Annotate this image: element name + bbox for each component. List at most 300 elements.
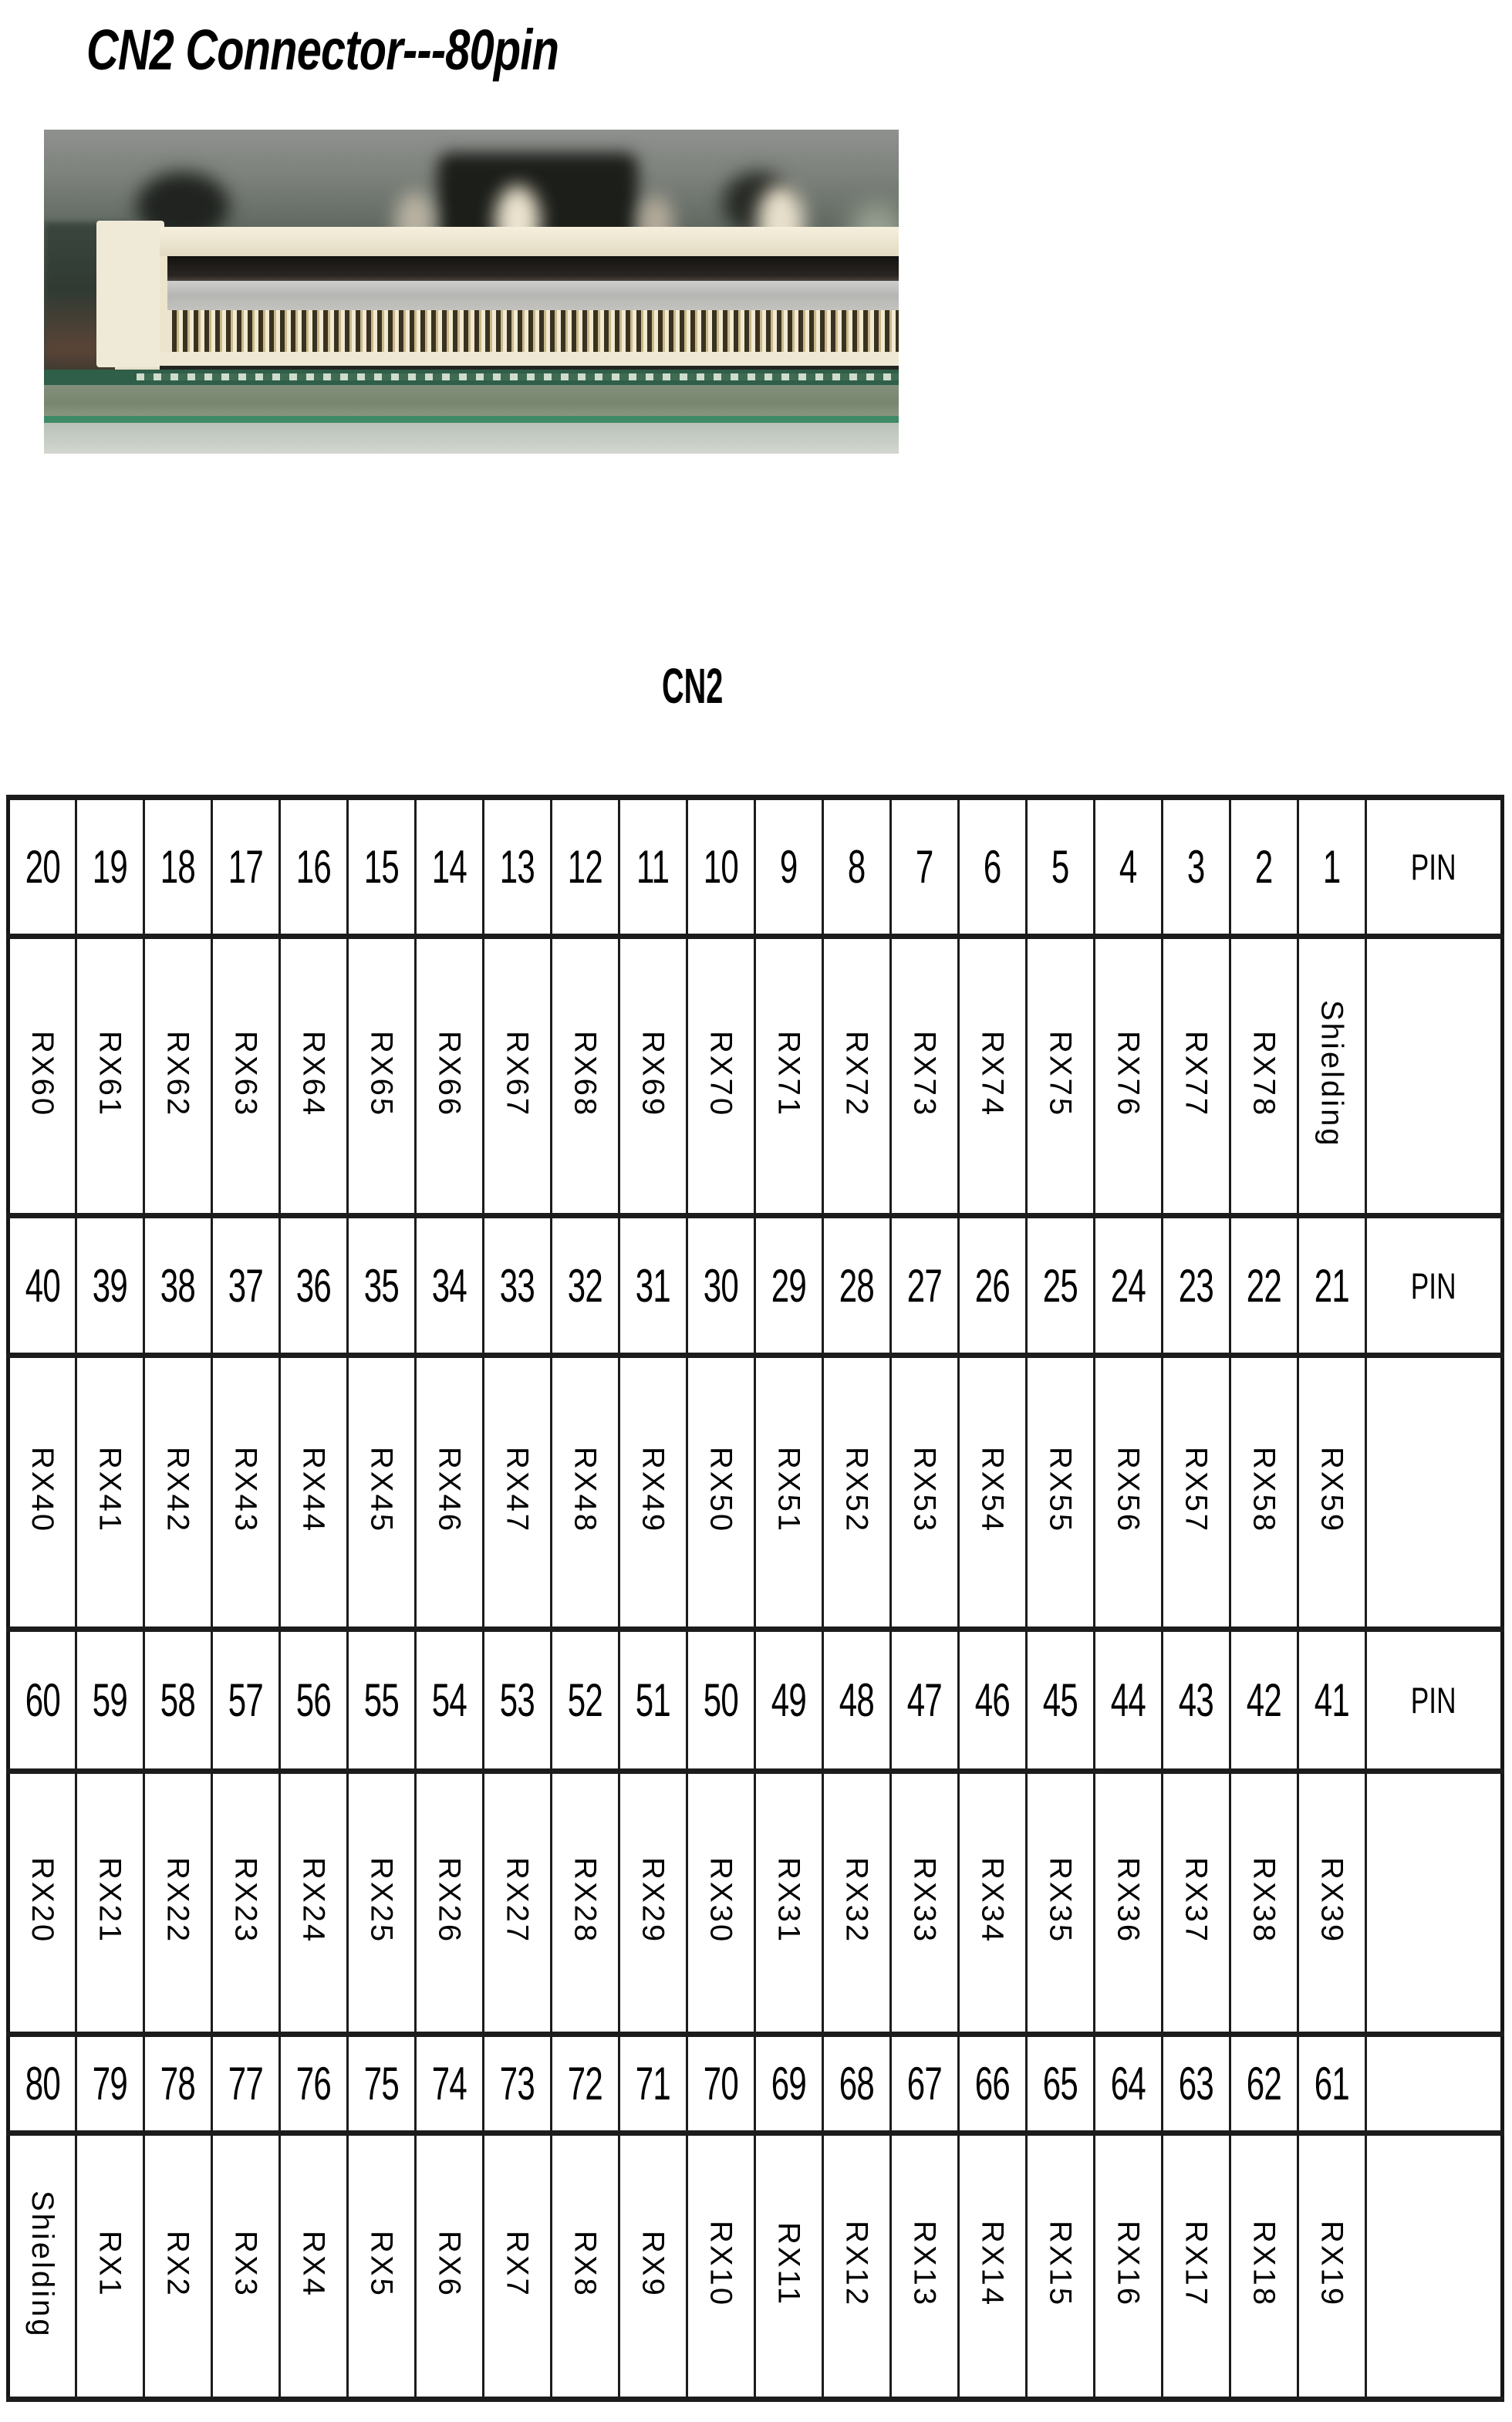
signal-cell <box>552 1356 619 1630</box>
pin-number-text: 78 <box>160 2058 196 2110</box>
pin-header-text: PIN <box>1411 846 1456 887</box>
signal-cell <box>755 2133 823 2400</box>
pin-number-cell <box>76 1216 144 1356</box>
signal-name-text: RX35 <box>1043 1857 1078 1944</box>
signal-name-text: RX45 <box>364 1447 399 1534</box>
signal-name-text: RX74 <box>975 1030 1010 1118</box>
pin-number-text: 69 <box>771 2058 807 2110</box>
connector-label <box>662 657 761 714</box>
signal-cell <box>1095 937 1163 1216</box>
pin-number-text: 77 <box>228 2058 264 2110</box>
signal-cell <box>280 2133 348 2400</box>
signal-name-text: RX61 <box>93 1030 127 1118</box>
pin-number-cell <box>416 2035 484 2133</box>
signal-name-text: RX47 <box>500 1447 535 1534</box>
pin-number-text: 27 <box>906 1259 943 1312</box>
pin-number-cell <box>348 1630 416 1772</box>
signal-name-text: RX55 <box>1043 1447 1078 1534</box>
signal-name-text: RX39 <box>1315 1857 1349 1944</box>
signal-cell <box>280 1772 348 2035</box>
pin-number-text: 5 <box>1051 841 1069 893</box>
signal-cell <box>823 1772 891 2035</box>
pin-number-cell <box>76 798 144 937</box>
pin-number-text: 17 <box>228 841 264 893</box>
signal-name-text: RX1 <box>93 2231 127 2298</box>
pin-number-text: 80 <box>25 2058 60 2110</box>
pin-header-text: PIN <box>1411 1680 1456 1721</box>
signal-name-text: RX12 <box>839 2221 874 2308</box>
signal-cell <box>755 1772 823 2035</box>
signal-cell <box>1027 1356 1095 1630</box>
signal-cell <box>823 937 891 1216</box>
signal-name-text: RX21 <box>93 1857 127 1944</box>
pin-assignment-table <box>6 795 1504 2402</box>
signal-name-text: RX57 <box>1179 1447 1213 1534</box>
signal-name-text: RX51 <box>771 1447 806 1534</box>
signal-name-text: RX3 <box>228 2231 263 2298</box>
pin-header-cell <box>1366 1630 1503 1772</box>
connector-black-strip <box>167 256 899 281</box>
pin-number-text: 37 <box>228 1259 264 1312</box>
signal-cell <box>144 1356 212 1630</box>
pin-number-cell <box>959 798 1027 937</box>
signal-name-text: RX69 <box>636 1030 670 1118</box>
pin-number-text: 18 <box>160 841 196 893</box>
signal-cell <box>484 1356 552 1630</box>
pin-number-cell <box>687 2035 755 2133</box>
pin-number-text: 72 <box>567 2058 603 2110</box>
pin-number-text: 31 <box>635 1259 671 1312</box>
pin-number-text: 45 <box>1042 1674 1078 1726</box>
pin-number-cell <box>1027 1216 1095 1356</box>
signal-cell <box>76 2133 144 2400</box>
signal-row <box>8 1356 1503 1630</box>
pin-number-cell <box>619 1630 687 1772</box>
signal-name-text: RX36 <box>1111 1857 1146 1944</box>
signal-name-text: RX15 <box>1043 2221 1078 2308</box>
signal-cell <box>1163 937 1230 1216</box>
signal-name-text: RX38 <box>1247 1857 1281 1944</box>
pin-number-cell <box>1027 1630 1095 1772</box>
signal-name-text: RX71 <box>771 1030 806 1118</box>
pin-number-text: 59 <box>92 1674 128 1726</box>
signal-cell <box>959 2133 1027 2400</box>
signal-name-text: RX65 <box>364 1030 399 1118</box>
pin-number-text: 49 <box>771 1674 807 1726</box>
signal-cell <box>416 2133 484 2400</box>
pin-number-text: 54 <box>431 1674 467 1726</box>
signal-name-text: RX10 <box>704 2221 738 2308</box>
pin-number-text: 70 <box>703 2058 739 2110</box>
signal-name-text: RX33 <box>907 1857 942 1944</box>
signal-name-text: RX59 <box>1315 1447 1349 1534</box>
signal-cell <box>416 1772 484 2035</box>
signal-cell <box>280 937 348 1216</box>
pin-number-text: 32 <box>567 1259 603 1312</box>
signal-cell <box>212 1356 280 1630</box>
pin-number-cell <box>1298 2035 1366 2133</box>
signal-name-text: RX40 <box>25 1447 59 1534</box>
signal-name-text: RX49 <box>636 1447 670 1534</box>
pin-number-cell <box>959 2035 1027 2133</box>
pin-number-text: 35 <box>363 1259 400 1312</box>
pin-number-cell <box>891 1216 959 1356</box>
pin-number-cell <box>1230 1630 1298 1772</box>
signal-cell <box>1095 1356 1163 1630</box>
pin-number-cell <box>484 2035 552 2133</box>
signal-cell <box>8 2133 76 2400</box>
pin-number-text: 75 <box>363 2058 400 2110</box>
pin-number-cell <box>1163 1630 1230 1772</box>
pin-number-cell <box>8 1216 76 1356</box>
signal-name-text: RX25 <box>364 1857 399 1944</box>
pin-number-text: 21 <box>1314 1259 1350 1312</box>
signal-name-text: RX75 <box>1043 1030 1078 1118</box>
signal-name-text: RX11 <box>771 2221 806 2307</box>
pin-number-text: 36 <box>295 1259 332 1312</box>
signal-row <box>8 1772 1503 2035</box>
pin-number-text: 10 <box>703 841 739 893</box>
signal-name-text: RX4 <box>296 2231 331 2298</box>
pin-number-cell <box>348 798 416 937</box>
signal-cell <box>1095 2133 1163 2400</box>
pin-number-cell <box>1095 798 1163 937</box>
signal-cell <box>619 1772 687 2035</box>
signal-name-text: RX52 <box>839 1447 874 1534</box>
pin-number-row <box>8 1216 1503 1356</box>
signal-name-text: RX22 <box>160 1857 195 1944</box>
signal-cell <box>823 2133 891 2400</box>
signal-name-text: RX7 <box>500 2231 535 2298</box>
pin-number-cell <box>755 798 823 937</box>
signal-cell <box>212 2133 280 2400</box>
signal-name-text: RX13 <box>907 2221 942 2308</box>
pin-number-cell <box>144 2035 212 2133</box>
signal-name-text: RX54 <box>975 1447 1010 1534</box>
pin-number-text: 48 <box>839 1674 875 1726</box>
signal-cell <box>8 1356 76 1630</box>
signal-name-text: RX76 <box>1111 1030 1146 1118</box>
signal-cell <box>484 937 552 1216</box>
signal-name-text: RX73 <box>907 1030 942 1118</box>
signal-cell <box>891 2133 959 2400</box>
pin-number-text: 53 <box>499 1674 535 1726</box>
pin-number-text: 12 <box>567 841 603 893</box>
connector-label-text: CN2 <box>662 658 724 714</box>
signal-name-text: RX44 <box>296 1447 331 1534</box>
signal-cell <box>823 1356 891 1630</box>
pin-number-cell <box>348 2035 416 2133</box>
pin-number-text: 34 <box>431 1259 467 1312</box>
pin-number-cell <box>76 1630 144 1772</box>
signal-cell <box>1230 2133 1298 2400</box>
pin-number-row <box>8 2035 1503 2133</box>
pin-number-cell <box>1095 1216 1163 1356</box>
signal-cell <box>8 1772 76 2035</box>
signal-name-text: RX5 <box>364 2231 399 2298</box>
signal-name-text: RX19 <box>1315 2221 1349 2308</box>
pin-number-text: 8 <box>848 841 866 893</box>
signal-cell <box>687 1772 755 2035</box>
pin-number-cell <box>212 1216 280 1356</box>
signal-name-text: RX18 <box>1247 2221 1281 2308</box>
pcb-solder-pads <box>137 373 899 380</box>
signal-name-text: RX56 <box>1111 1447 1146 1534</box>
signal-name-text: Shielding <box>1315 1000 1349 1148</box>
pin-number-text: 51 <box>635 1674 671 1726</box>
pin-number-cell <box>1298 798 1366 937</box>
signal-row <box>8 937 1503 1216</box>
pin-number-cell <box>1027 2035 1095 2133</box>
signal-cell <box>1230 1772 1298 2035</box>
pin-number-cell <box>619 1216 687 1356</box>
signal-cell <box>1298 1772 1366 2035</box>
signal-cell <box>484 1772 552 2035</box>
pin-number-cell <box>755 1216 823 1356</box>
empty-cell <box>1366 1772 1503 2035</box>
signal-cell <box>1027 937 1095 1216</box>
signal-name-text: RX6 <box>432 2231 467 2298</box>
pin-number-text: 61 <box>1314 2058 1350 2110</box>
pin-number-text: 46 <box>974 1674 1011 1726</box>
pin-number-text: 65 <box>1042 2058 1078 2110</box>
pin-number-cell <box>280 2035 348 2133</box>
pin-number-cell <box>823 798 891 937</box>
signal-row <box>8 2133 1503 2400</box>
pin-number-cell <box>687 798 755 937</box>
pin-number-text: 14 <box>431 841 467 893</box>
pin-number-cell <box>280 798 348 937</box>
pin-number-cell <box>144 1630 212 1772</box>
pin-number-text: 33 <box>499 1259 535 1312</box>
pin-number-cell <box>823 1216 891 1356</box>
pin-number-text: 60 <box>25 1674 60 1726</box>
pcb-bottom-blur <box>44 423 899 454</box>
signal-name-text: RX42 <box>160 1447 195 1534</box>
connector-metal-band <box>167 281 899 310</box>
pin-number-text: 47 <box>906 1674 943 1726</box>
signal-name-text: RX70 <box>704 1030 738 1118</box>
signal-cell <box>1027 1772 1095 2035</box>
signal-cell <box>552 937 619 1216</box>
pin-number-cell <box>552 798 619 937</box>
signal-name-text: RX46 <box>432 1447 467 1534</box>
signal-cell <box>212 1772 280 2035</box>
connector-pin-row <box>172 310 899 352</box>
signal-name-text: RX60 <box>25 1030 59 1118</box>
signal-cell <box>687 1356 755 1630</box>
pin-header-cell <box>1366 798 1503 937</box>
signal-cell <box>959 1356 1027 1630</box>
pin-number-cell <box>1027 798 1095 937</box>
signal-cell <box>1163 2133 1230 2400</box>
signal-name-text: RX77 <box>1179 1030 1213 1118</box>
pin-number-row <box>8 1630 1503 1772</box>
signal-cell <box>619 1356 687 1630</box>
pin-number-text: 71 <box>635 2058 671 2110</box>
signal-cell <box>755 1356 823 1630</box>
signal-name-text: RX24 <box>296 1857 331 1944</box>
signal-name-text: RX58 <box>1247 1447 1281 1534</box>
pin-number-cell <box>484 1216 552 1356</box>
pin-number-text: 6 <box>984 841 1001 893</box>
signal-cell <box>416 1356 484 1630</box>
pin-number-cell <box>823 1630 891 1772</box>
pin-number-cell <box>959 1216 1027 1356</box>
pin-number-cell <box>823 2035 891 2133</box>
pin-number-text: 24 <box>1110 1259 1146 1312</box>
signal-name-text: RX9 <box>636 2231 670 2298</box>
pin-number-cell <box>1230 1216 1298 1356</box>
signal-cell <box>8 937 76 1216</box>
pin-number-cell <box>959 1630 1027 1772</box>
pin-number-text: 44 <box>1110 1674 1146 1726</box>
pin-number-text: 11 <box>636 841 670 893</box>
pin-number-cell <box>8 798 76 937</box>
pin-number-cell <box>212 1630 280 1772</box>
pin-number-cell <box>687 1216 755 1356</box>
signal-name-text: RX67 <box>500 1030 535 1118</box>
pin-number-cell <box>1298 1216 1366 1356</box>
pin-number-cell <box>891 2035 959 2133</box>
pin-number-cell <box>76 2035 144 2133</box>
signal-name-text: RX8 <box>568 2231 602 2298</box>
signal-name-text: RX50 <box>704 1447 738 1534</box>
pin-number-cell <box>416 798 484 937</box>
pin-number-text: 1 <box>1323 841 1341 893</box>
pin-number-cell <box>416 1630 484 1772</box>
pin-number-text: 15 <box>363 841 400 893</box>
signal-cell <box>348 1772 416 2035</box>
signal-cell <box>959 937 1027 1216</box>
pin-number-text: 3 <box>1187 841 1205 893</box>
signal-cell <box>891 1772 959 2035</box>
connector-base <box>160 352 899 366</box>
empty-cell <box>1366 937 1503 1216</box>
signal-cell <box>416 937 484 1216</box>
signal-cell <box>1298 2133 1366 2400</box>
signal-name-text: RX64 <box>296 1030 331 1118</box>
pin-number-text: 26 <box>974 1259 1011 1312</box>
signal-cell <box>891 937 959 1216</box>
pin-number-cell <box>484 798 552 937</box>
pin-number-text: 28 <box>839 1259 875 1312</box>
pin-number-text: 23 <box>1178 1259 1214 1312</box>
pin-header-text: PIN <box>1411 1265 1456 1306</box>
signal-name-text: RX63 <box>228 1030 263 1118</box>
pin-number-text: 58 <box>160 1674 196 1726</box>
pin-number-text: 42 <box>1246 1674 1282 1726</box>
pin-number-cell <box>1163 1216 1230 1356</box>
pin-number-text: 67 <box>906 2058 943 2110</box>
signal-name-text: RX66 <box>432 1030 467 1118</box>
empty-cell <box>1366 2035 1503 2133</box>
signal-cell <box>1298 937 1366 1216</box>
pin-number-cell <box>144 1216 212 1356</box>
pin-number-text: 25 <box>1042 1259 1078 1312</box>
connector-photo <box>44 130 899 454</box>
pin-number-text: 66 <box>974 2058 1011 2110</box>
pin-number-cell <box>552 1630 619 1772</box>
signal-name-text: RX29 <box>636 1857 670 1944</box>
pin-number-cell <box>212 2035 280 2133</box>
pin-number-text: 9 <box>780 841 798 893</box>
signal-cell <box>76 1356 144 1630</box>
signal-cell <box>619 2133 687 2400</box>
signal-cell <box>76 1772 144 2035</box>
signal-name-text: RX72 <box>839 1030 874 1118</box>
pin-number-text: 13 <box>499 841 535 893</box>
pin-number-text: 68 <box>839 2058 875 2110</box>
pin-number-cell <box>619 2035 687 2133</box>
signal-name-text: RX53 <box>907 1447 942 1534</box>
signal-name-text: RX28 <box>568 1857 602 1944</box>
signal-cell <box>1298 1356 1366 1630</box>
pcb-board-band <box>44 385 899 416</box>
signal-cell <box>687 937 755 1216</box>
pin-number-text: 43 <box>1178 1674 1214 1726</box>
signal-name-text: RX37 <box>1179 1857 1213 1944</box>
signal-cell <box>144 937 212 1216</box>
pin-number-cell <box>144 798 212 937</box>
signal-cell <box>1230 1356 1298 1630</box>
pin-number-cell <box>552 1216 619 1356</box>
pin-number-text: 30 <box>703 1259 739 1312</box>
signal-cell <box>348 937 416 1216</box>
signal-cell <box>76 937 144 1216</box>
signal-name-text: RX41 <box>93 1447 127 1534</box>
pin-number-text: 57 <box>228 1674 264 1726</box>
signal-name-text: RX43 <box>228 1447 263 1534</box>
signal-cell <box>959 1772 1027 2035</box>
pin-number-cell <box>1163 2035 1230 2133</box>
signal-cell <box>348 2133 416 2400</box>
signal-cell <box>891 1356 959 1630</box>
signal-name-text: RX48 <box>568 1447 602 1534</box>
pin-number-text: 76 <box>295 2058 332 2110</box>
pin-number-text: 63 <box>1178 2058 1214 2110</box>
signal-name-text: Shielding <box>25 2190 59 2339</box>
empty-cell <box>1366 2133 1503 2400</box>
pin-number-cell <box>212 798 280 937</box>
pin-number-cell <box>416 1216 484 1356</box>
pin-number-cell <box>348 1216 416 1356</box>
pin-number-cell <box>687 1630 755 1772</box>
pin-number-text: 7 <box>916 841 933 893</box>
signal-cell <box>1095 1772 1163 2035</box>
pin-number-row <box>8 798 1503 937</box>
pin-number-cell <box>891 1630 959 1772</box>
signal-name-text: RX26 <box>432 1857 467 1944</box>
pin-number-text: 79 <box>92 2058 128 2110</box>
signal-name-text: RX68 <box>568 1030 602 1118</box>
pin-number-cell <box>280 1216 348 1356</box>
signal-name-text: RX30 <box>704 1857 738 1944</box>
signal-cell <box>484 2133 552 2400</box>
signal-name-text: RX23 <box>228 1857 263 1944</box>
pin-number-cell <box>619 798 687 937</box>
pin-number-cell <box>755 2035 823 2133</box>
signal-cell <box>687 2133 755 2400</box>
signal-cell <box>348 1356 416 1630</box>
signal-cell <box>619 937 687 1216</box>
signal-cell <box>1163 1772 1230 2035</box>
pin-number-cell <box>8 1630 76 1772</box>
signal-name-text: RX34 <box>975 1857 1010 1944</box>
signal-cell <box>755 937 823 1216</box>
pin-number-text: 40 <box>25 1259 60 1312</box>
pin-number-cell <box>280 1630 348 1772</box>
